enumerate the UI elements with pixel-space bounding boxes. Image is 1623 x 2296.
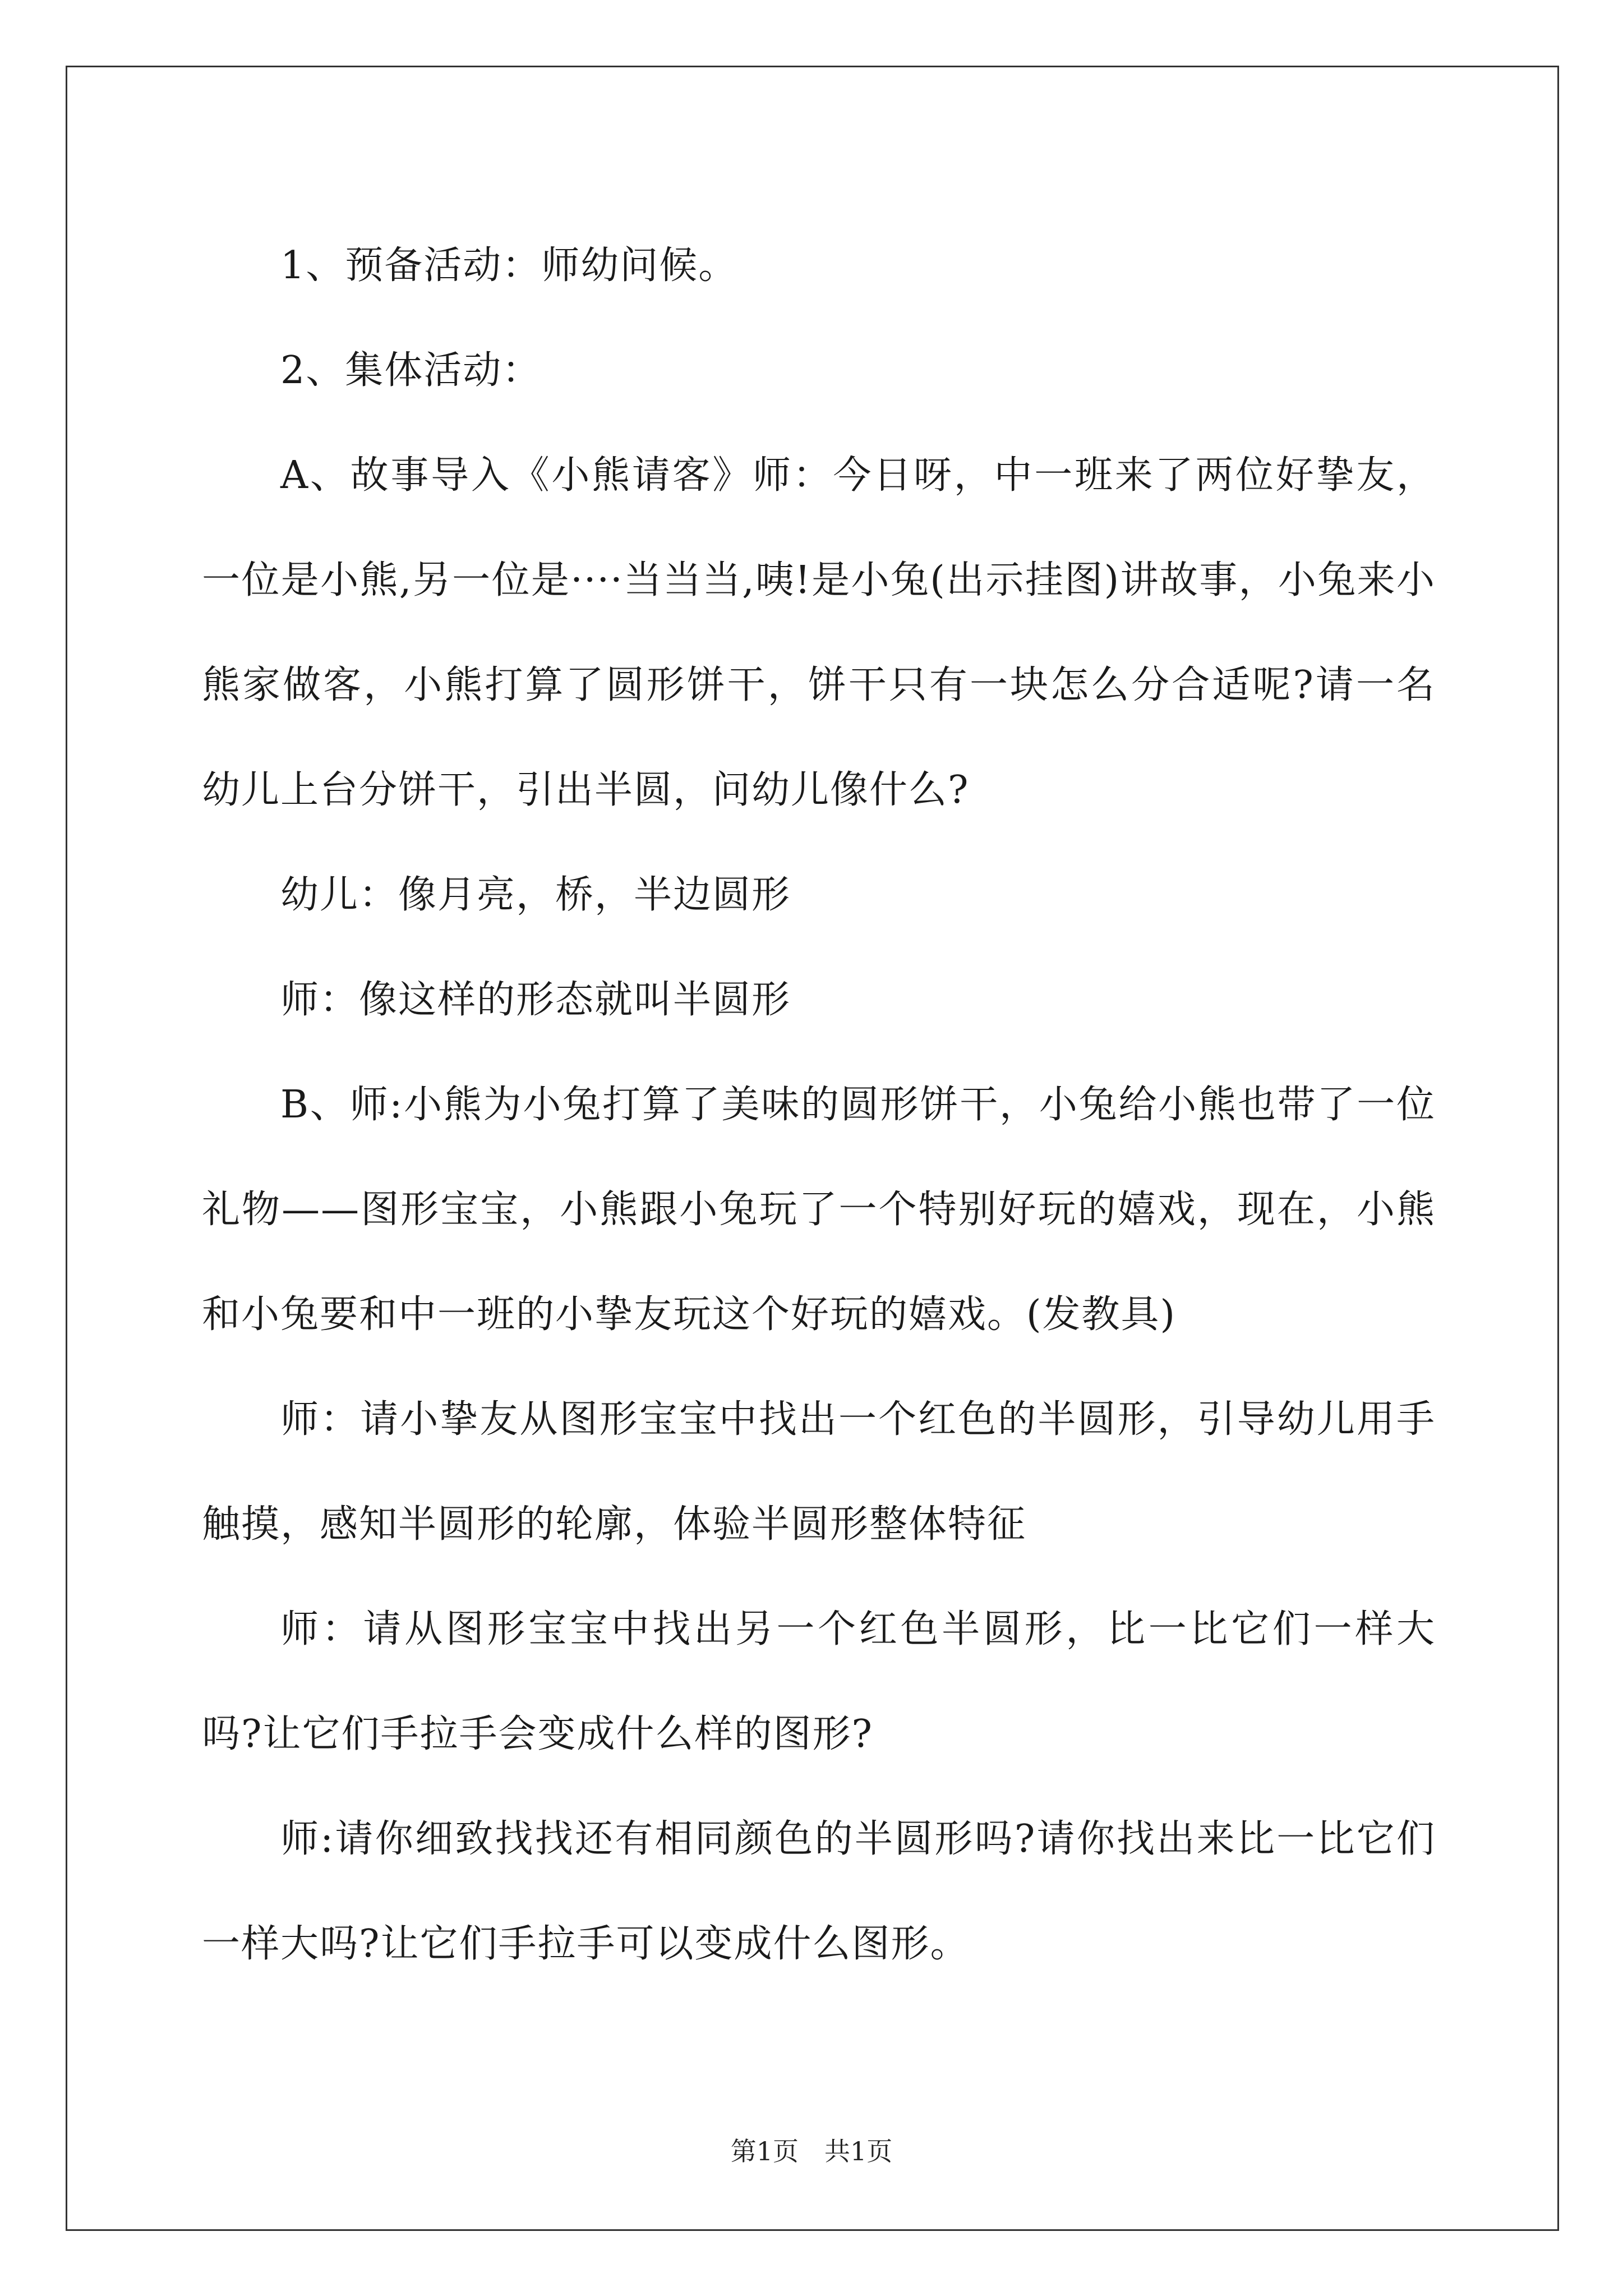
page-number-footer: 第1页 共1页 bbox=[730, 2136, 893, 2166]
paragraph-compare: 师：请从图形宝宝中找出另一个红色半圆形，比一比它们一样大吗?让它们手拉手会变成什么样的图形? bbox=[202, 1607, 1436, 1756]
paragraph-group-activity: 2、集体活动： bbox=[280, 348, 542, 393]
document-body bbox=[202, 213, 1436, 1996]
paragraph-same-color: 师:请你细致找找还有相同颜色的半圆形吗?请你找出来比一比它们一样大吗?让它们手拉手可以变成什么图形。 bbox=[202, 1817, 1436, 1966]
paragraph-teacher-definition: 师：像这样的形态就叫半圆形 bbox=[280, 978, 791, 1022]
paragraph-preparation: 1、预备活动：师幼问候。 bbox=[280, 243, 738, 288]
paragraph-game: B、师:小熊为小兔打算了美味的圆形饼干，小兔给小熊也带了一位礼物——图形宝宝，小熊跟小兔玩了一个特别好玩的嬉戏，现在，小熊和小兔要和中一班的小挚友玩这个好玩的嬉戏。(发教具) bbox=[202, 1083, 1436, 1337]
paragraph-child-answer: 幼儿：像月亮，桥，半边圆形 bbox=[280, 873, 791, 917]
paragraph-find-red: 师：请小挚友从图形宝宝中找出一个红色的半圆形，引导幼儿用手触摸，感知半圆形的轮廓，体验半圆形整体特征 bbox=[202, 1397, 1436, 1547]
paragraph-story-intro: A、故事导入《小熊请客》师：今日呀，中一班来了两位好挚友，一位是小熊,另一位是····当当当,咦!是小兔(出示挂图)讲故事，小兔来小熊家做客，小熊打算了圆形饼干，饼干只有一块怎么分合适呢?请一名幼儿上台分饼干，引出半圆，问幼儿像什么? bbox=[202, 453, 1436, 812]
